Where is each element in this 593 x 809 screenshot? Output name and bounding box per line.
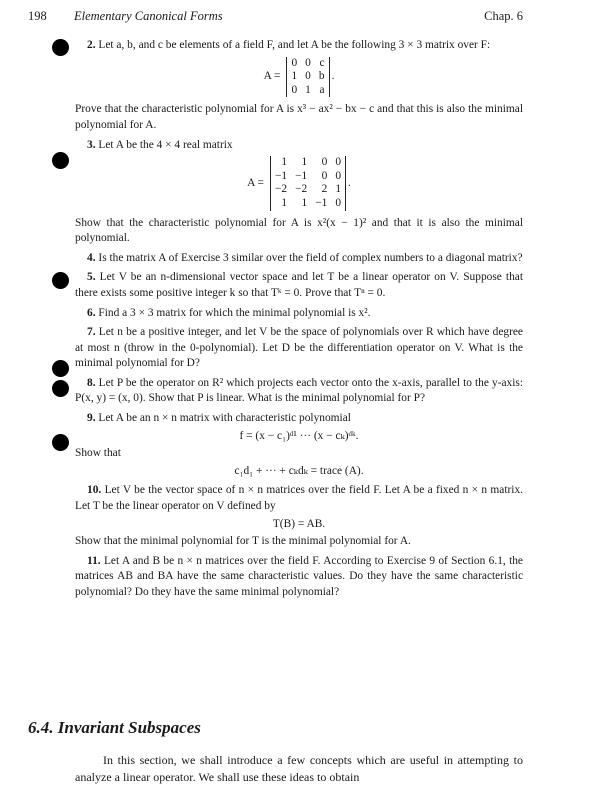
matrix-cell: 0 xyxy=(335,196,342,209)
matrix-cell: 1 xyxy=(291,70,298,83)
matrix-lhs: A = xyxy=(247,176,264,189)
matrix-cell: −1 xyxy=(274,169,288,182)
exercise-7 xyxy=(75,325,523,372)
exercise-number: 9. xyxy=(87,412,96,425)
matrix-cell: c xyxy=(319,56,325,69)
matrix-cell: 0 xyxy=(291,83,298,96)
exercise-text: Let a, b, and c be elements of a field F, and let A be the following 3 × 3 matrix over F: xyxy=(98,39,491,51)
running-title: Elementary Canonical Forms xyxy=(74,9,223,23)
matrix-cell: 0 xyxy=(305,56,311,69)
formula: c₁d₁ + ··· + cₖdₖ = trace (A). xyxy=(234,464,364,477)
exercise-number: 6. xyxy=(87,306,96,319)
exercise-text: Let V be the vector space of n × n matrices over the field F. Let A be a fixed n × n matrix. Let T be the linear operator on V defined by xyxy=(75,484,523,513)
redaction-dot xyxy=(52,360,69,377)
matrix-3x3: A = 0 0 c 1 0 b 0 1 a . xyxy=(263,56,335,96)
exercise-text: Let A be an n × n matrix with characteristic polynomial xyxy=(98,412,351,425)
exercise-text: Let n be a positive integer, and let V be the space of polynomials over R which have degree at most n (throw in the 0-polynomial). Let D be the differentiation operator on V. What is the minimal polynomial for D? xyxy=(75,326,523,370)
exercise-number: 2. xyxy=(87,39,96,51)
matrix-cell: 1 xyxy=(301,196,308,209)
exercise-text: Let P be the operator on R² which projects each vector onto the x-axis, parallel to the y-axis: P(x, y) = (x, 0). Show that P is linear. What is the minimal polynomial for P? xyxy=(75,376,523,405)
exercise-8 xyxy=(75,376,523,407)
exercise-text: Let A be the 4 × 4 real matrix xyxy=(98,138,233,151)
matrix-cell: 1 xyxy=(301,156,308,169)
exercise-9 xyxy=(75,411,523,479)
exercise-text: Find a 3 × 3 matrix for which the minimal polynomial is x². xyxy=(98,306,371,319)
formula: T(B) = AB. xyxy=(272,517,326,530)
matrix-cell: a xyxy=(319,83,325,96)
matrix-cell: b xyxy=(318,70,325,83)
exercise-4 xyxy=(75,251,523,267)
matrix-cell: −2 xyxy=(295,183,308,196)
matrix-4x4: A = 1 1 0 0 −1 −1 0 0 −2 −2 2 1 1 1 −1 0 . xyxy=(247,156,351,209)
matrix-cell: 1 xyxy=(305,83,311,96)
exercise-text: Let A and B be n × n matrices over the field F. According to Exercise 9 of Section 6.1, the matrices AB and BA have the same characteristic values. Do they have the same characteristic polynomial? Do they have the same minimal polynomial? xyxy=(75,554,523,598)
redaction-dot xyxy=(52,380,69,397)
exercise-text: Let V be an n-dimensional vector space and let T be a linear operator on V. Suppose that there exists some positive integer k so that Tᵏ = 0. Prove that Tⁿ = 0. xyxy=(75,271,523,299)
redaction-dot xyxy=(52,272,69,289)
matrix-cell: 0 xyxy=(321,156,328,169)
exercise-number: 8. xyxy=(87,376,96,389)
section-intro: In this section, we shall introduce a few concepts which are useful in attempting to analyze a linear operator. We shall use these ideas to obtain xyxy=(75,753,523,784)
exercise-2 xyxy=(75,38,523,134)
matrix-cell: 0 xyxy=(335,156,342,169)
redaction-dot xyxy=(52,152,69,169)
matrix-cell: −2 xyxy=(274,183,288,196)
matrix-cell: −1 xyxy=(295,169,308,182)
chapter-label: Chap. 6 xyxy=(484,9,523,23)
redaction-dot xyxy=(52,434,69,451)
matrix-cell: −1 xyxy=(315,196,328,209)
exercise-text: Show that xyxy=(75,447,121,460)
exercise-number: 11. xyxy=(87,554,101,567)
exercise-10 xyxy=(75,483,523,549)
formula: f = (x − c₁)ᵈ¹ ··· (x − cₖ)ᵈᵏ. xyxy=(239,429,359,442)
matrix-cell: 2 xyxy=(321,183,328,196)
section-heading: 6.4. Invariant Subspaces xyxy=(28,718,201,737)
matrix-cell: 0 xyxy=(305,70,311,83)
exercise-number: 3. xyxy=(87,138,96,151)
exercise-list xyxy=(75,38,523,605)
matrix-lhs: A = xyxy=(263,70,281,83)
exercise-number: 4. xyxy=(87,251,96,264)
matrix-cell: 1 xyxy=(281,156,288,169)
matrix-cell: 1 xyxy=(335,183,342,196)
exercise-5 xyxy=(75,270,523,301)
exercise-text: Is the matrix A of Exercise 3 similar over the field of complex numbers to a diagonal matrix? xyxy=(98,251,523,264)
matrix-cell: 1 xyxy=(281,196,288,209)
redaction-dot xyxy=(52,39,69,56)
exercise-11 xyxy=(75,554,523,601)
exercise-number: 10. xyxy=(87,484,102,497)
page-number: 198 xyxy=(28,9,47,23)
exercise-number: 5. xyxy=(87,271,96,284)
matrix-cell: 0 xyxy=(335,169,342,182)
exercise-text: Prove that the characteristic polynomial for A is x³ − ax² − bx − c and that this is also the minimal polynomial for A. xyxy=(75,103,523,131)
matrix-cell: 0 xyxy=(291,56,298,69)
exercise-text: Show that the characteristic polynomial for A is x²(x − 1)² and that it is also the minimal polynomial. xyxy=(75,216,523,245)
exercise-number: 7. xyxy=(87,326,96,339)
exercise-3 xyxy=(75,138,523,247)
exercise-6 xyxy=(75,306,523,322)
matrix-cell: 0 xyxy=(321,169,328,182)
exercise-text: Show that the minimal polynomial for T is the minimal polynomial for A. xyxy=(75,535,411,548)
